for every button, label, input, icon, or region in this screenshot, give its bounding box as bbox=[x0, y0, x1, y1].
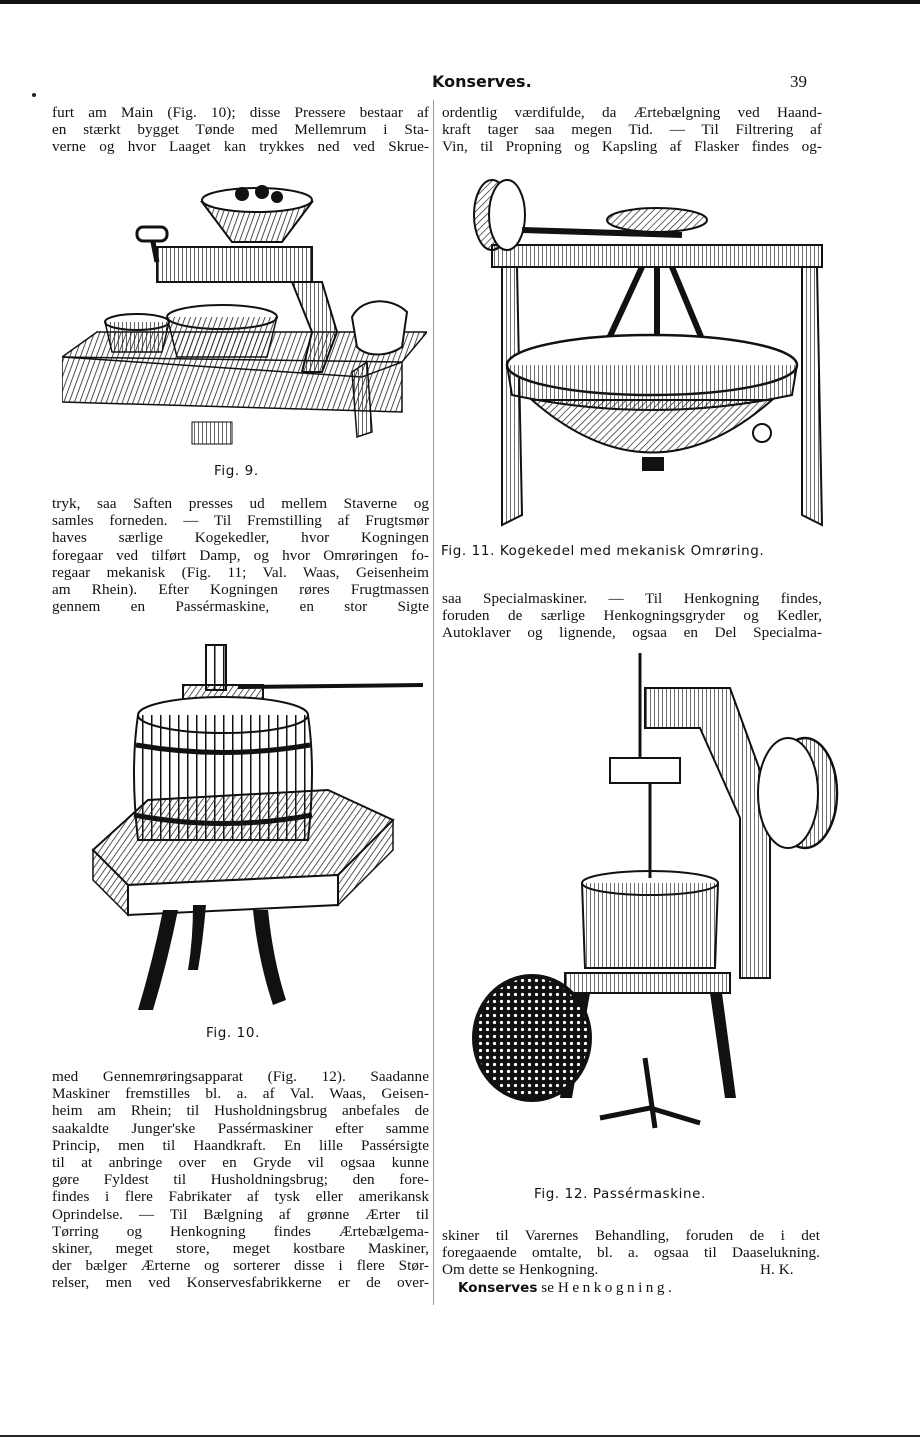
cross-reference-line bbox=[442, 1279, 820, 1297]
fig-12-caption: Fig. 12. Passérmaskine. bbox=[534, 1186, 706, 1202]
text-line: Maskiner fremstilles bl. a. af Val. Waas, Geisen- bbox=[52, 1085, 429, 1103]
fig-11-caption: Fig. 11. Kogekedel med mekanisk Omrøring. bbox=[441, 543, 765, 559]
text-line: med Gennemrøringsapparat (Fig. 12). Saadanne bbox=[52, 1068, 429, 1085]
left-paragraph-1 bbox=[52, 104, 429, 156]
page-number: 39 bbox=[790, 72, 807, 91]
text-line: heim am Rhein; til Husholdningsbrug anbefales de bbox=[52, 1102, 429, 1120]
print-mark bbox=[32, 93, 36, 97]
right-paragraph-2 bbox=[442, 590, 822, 642]
fig-10-caption: Fig. 10. bbox=[206, 1025, 260, 1041]
text-line: Tørring og Henkogning findes Ærtebælgema- bbox=[52, 1222, 429, 1240]
text-line: ordentlig værdifulde, da Ærtebælgning ved Haand- bbox=[442, 104, 822, 121]
text-line: tryk, saa Saften presses ud mellem Staverne og bbox=[52, 495, 429, 512]
fig-11-illustration bbox=[462, 175, 834, 533]
text-line bbox=[442, 1261, 820, 1278]
text-line: relser, men ved Konservesfabrikkerne er de over- bbox=[52, 1274, 429, 1292]
text-line: furt am Main (Fig. 10); disse Pressere bestaar af bbox=[52, 104, 429, 121]
text-line: regaar mekanisk (Fig. 11; Val. Waas, Geisenheim bbox=[52, 563, 429, 581]
text-line: samles forneden. — Til Fremstilling af Frugtsmør bbox=[52, 512, 429, 530]
cross-reference-head: Konserves bbox=[458, 1279, 538, 1296]
fig-9-illustration bbox=[62, 172, 427, 457]
text-line: gennem en Passérmaskine, en stor Sigte bbox=[52, 598, 429, 616]
left-paragraph-3 bbox=[52, 1068, 429, 1292]
running-head-title: Konserves. bbox=[432, 72, 532, 91]
text-line-part: Om dette se Henkogning. bbox=[442, 1261, 599, 1279]
text-line: foruden de særlige Henkogningsgryder og Kedler, bbox=[442, 607, 822, 625]
page-top-rule bbox=[0, 0, 920, 4]
text-line: gøre Fyldest til Husholdningsbrug; den fore- bbox=[52, 1171, 429, 1189]
fig-10-illustration bbox=[88, 640, 423, 1015]
text-line: am Rhein). Efter Kogningen røres Frugtmassen bbox=[52, 581, 429, 599]
text-line: haves særlige Kogekedler, hvor Kogningen bbox=[52, 529, 429, 547]
text-line: Oprindelse. — Til Bælgning af grønne Ærter til bbox=[52, 1205, 429, 1223]
text-line: foregaar ved tilført Damp, og hvor Omrøringen fo- bbox=[52, 546, 429, 564]
text-line: skiner, meget store, meget kostbare Maskiner, bbox=[52, 1240, 429, 1258]
text-line: der bælger Ærterne og sorterer disse i flere Stør- bbox=[52, 1257, 429, 1275]
cross-reference-target: Henkogning. bbox=[557, 1278, 676, 1296]
fig-9-caption: Fig. 9. bbox=[214, 463, 259, 479]
signature: H. K. bbox=[760, 1261, 794, 1279]
text-line: til at anbringe over en Gryde vil ogsaa kunne bbox=[52, 1154, 429, 1172]
left-paragraph-2 bbox=[52, 495, 429, 615]
fig-12-illustration bbox=[470, 648, 845, 1168]
right-paragraph-3 bbox=[442, 1227, 820, 1297]
text-line: saa Specialmaskiner. — Til Henkogning findes, bbox=[442, 590, 822, 607]
right-paragraph-1 bbox=[442, 104, 822, 156]
text-line: saakaldte Junger'ske Passérmaskiner efter samme bbox=[52, 1119, 429, 1137]
page-bottom-rule bbox=[0, 1435, 920, 1437]
text-line: verne og hvor Laaget kan trykkes ned ved Skrue- bbox=[52, 138, 429, 156]
text-line: Princip, men til Haandkraft. En lille Passérsigte bbox=[52, 1136, 429, 1154]
text-line: Autoklaver og lignende, ogsaa en Del Specialma- bbox=[442, 624, 822, 642]
column-rule bbox=[433, 100, 434, 1305]
text-line: kraft tager saa megen Tid. — Til Filtrering af bbox=[442, 121, 822, 139]
cross-reference-see: se bbox=[541, 1278, 555, 1296]
text-line: Vin, til Propning og Kapsling af Flasker findes og- bbox=[442, 138, 822, 156]
text-line: en stærkt bygget Tønde med Mellemrum i Sta- bbox=[52, 121, 429, 139]
text-line: foregaaende omtalte, bl. a. ogsaa til Daaselukning. bbox=[442, 1244, 820, 1262]
text-line: findes i flere Fabrikater af tysk eller amerikansk bbox=[52, 1188, 429, 1206]
text-line: skiner til Varernes Behandling, foruden de i det bbox=[442, 1227, 820, 1244]
